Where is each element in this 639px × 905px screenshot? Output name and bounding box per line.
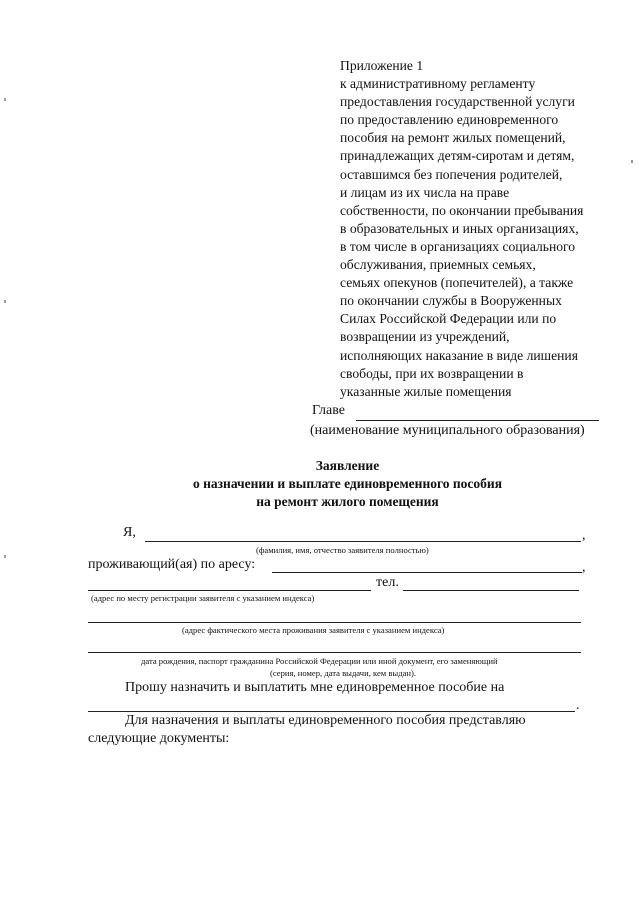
full-name-field[interactable] — [145, 541, 581, 542]
appendix-line: семьях опекунов (попечителей), а также — [340, 275, 574, 291]
actual-address-hint: (адрес фактического места проживания заявителя с указанием индекса) — [182, 625, 445, 635]
appendix-line: в том числе в организациях социального — [340, 238, 576, 254]
actual-address-field[interactable] — [88, 622, 581, 623]
purpose-field[interactable] — [88, 711, 575, 712]
appendix-line: обслуживания, приемных семьях, — [340, 257, 536, 273]
request-text: Прошу назначить и выплатить мне единовременное пособие на — [125, 680, 505, 695]
documents-text: следующие документы: — [88, 731, 230, 746]
addressee-field[interactable] — [356, 420, 599, 421]
appendix-line: к административному регламенту — [340, 76, 536, 92]
punctuation: , — [582, 560, 586, 575]
appendix-line: возвращении из учреждений, — [340, 329, 510, 345]
appendix-line: Силах Российской Федерации или по — [340, 311, 557, 327]
scan-speck — [4, 98, 6, 101]
appendix-line: указанные жилые помещения — [340, 383, 512, 399]
appendix-line: собственности, по окончании пребывания — [340, 202, 584, 218]
addressee-label: Главе — [312, 403, 345, 418]
registration-hint: (адрес по месту регистрации заявителя с указанием индекса) — [91, 593, 315, 603]
scan-speck — [4, 300, 6, 303]
passport-hint: дата рождения, паспорт гражданина Российской Федерации или иной документ, его заменяющий — [141, 656, 498, 666]
appendix-line: в образовательных и иных организациях, — [340, 220, 579, 236]
appendix-line: и лицам из их числа на праве — [340, 184, 510, 200]
addressee-hint: (наименование муниципального образования) — [310, 423, 585, 438]
phone-label: тел. — [376, 575, 399, 590]
passport-hint-2: (серия, номер, дата выдачи, кем выдан). — [270, 668, 416, 678]
form-subtitle: на ремонт жилого помещения — [256, 494, 439, 509]
registration-address-field[interactable] — [272, 572, 582, 573]
form-subtitle: о назначении и выплате единовременного пособия — [192, 476, 503, 491]
appendix-line: по окончании службы в Вооруженных — [340, 293, 562, 309]
appendix-line: принадлежащих детям-сиротам и детям, — [340, 148, 575, 164]
punctuation: . — [576, 698, 580, 713]
appendix-block — [340, 57, 620, 401]
appendix-line: оставшимся без попечения родителей, — [340, 166, 563, 182]
passport-field[interactable] — [88, 652, 581, 653]
scan-speck — [4, 555, 6, 558]
appendix-title: Приложение 1 — [340, 58, 424, 73]
appendix-line: предоставления государственной услуги — [340, 94, 575, 110]
scan-speck — [631, 160, 633, 163]
documents-text: Для назначения и выплаты единовременного пособия представляю — [125, 713, 526, 728]
appendix-line: свободы, при их возвращении в — [340, 365, 524, 381]
registration-address-field-2[interactable] — [88, 590, 371, 591]
phone-field[interactable] — [403, 590, 579, 591]
i-label: Я, — [123, 525, 136, 540]
punctuation: , — [582, 528, 586, 543]
appendix-line: исполняющих наказание в виде лишения — [340, 347, 578, 363]
name-hint: (фамилия, имя, отчество заявителя полностью) — [256, 545, 429, 555]
address-label: проживающий(ая) по аресу: — [88, 557, 256, 572]
appendix-line: пособия на ремонт жилых помещений, — [340, 130, 566, 146]
form-title: Заявление — [315, 458, 380, 473]
appendix-line: по предоставлению единовременного — [340, 112, 559, 128]
